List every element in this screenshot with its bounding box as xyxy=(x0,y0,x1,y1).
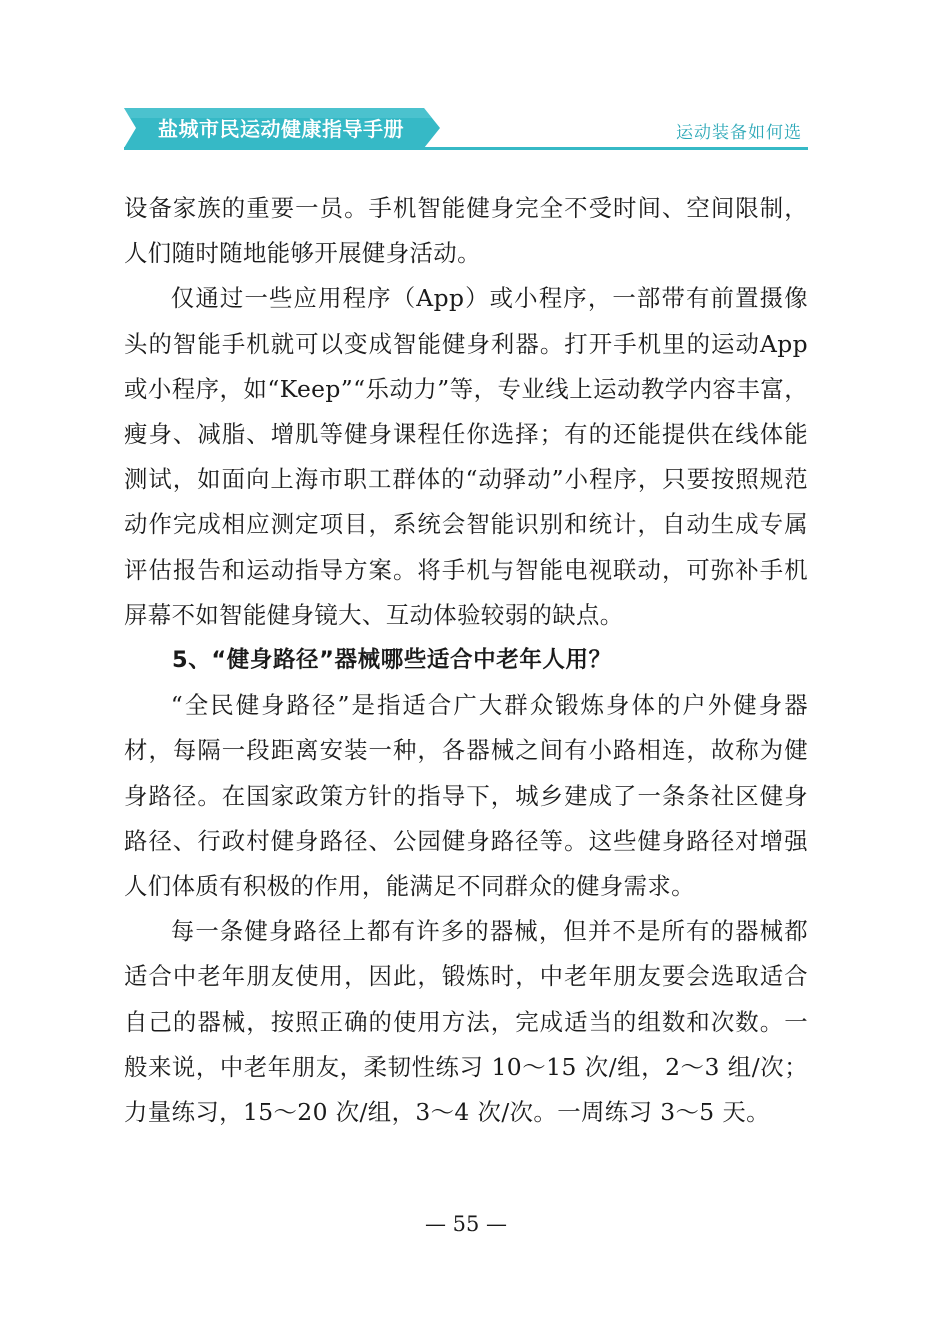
paragraph-2: 仅通过一些应用程序（App）或小程序，一部带有前置摄像头的智能手机就可以变成智能健身利器。打开手机里的运动App或小程序，如“Keep”“乐动力”等，专业线上运动教学内容丰富，瘦身、减脂、增肌等健身课程任你选择；有的还能提供在线体能测试，如面向上海市职工群体的“动驿动”小程序，只要按照规范动作完成相应测定项目，系统会智能识别和统计，自动生成专属评估报告和运动指导方案。将手机与智能电视联动，可弥补手机屏幕不如智能健身镜大、互动体验较弱的缺点。 xyxy=(124,284,808,629)
section-heading-5: 5、“健身路径”器械哪些适合中老年人用？ xyxy=(172,647,612,674)
page-number: — 55 — xyxy=(424,1212,508,1236)
paragraph-4: 每一条健身路径上都有许多的器械，但并不是所有的器械都适合中老年朋友使用，因此，锻炼时，中老年朋友要会选取适合自己的器械，按照正确的使用方法，完成适当的组数和次数。一般来说，中老年朋友，柔韧性练习 10～15 次/组，2～3 组/次；力量练习，15～20 次/组，3～4 次/次。一周练习 3～5 天。 xyxy=(124,917,808,1127)
paragraph-3: “全民健身路径”是指适合广大群众锻炼身体的户外健身器材，每隔一段距离安装一种，各器械之间有小路相连，故称为健身路径。在国家政策方针的指导下，城乡建成了一条条社区健身路径、行政村健身路径、公园健身路径等。这些健身路径对增强人们体质有积极的作用，能满足不同群众的健身需求。 xyxy=(124,691,808,901)
paragraph-1: 设备家族的重要一员。手机智能健身完全不受时间、空间限制，人们随时随地能够开展健身活动。 xyxy=(124,194,808,268)
main-content xyxy=(124,186,808,1135)
page-header xyxy=(124,104,808,152)
section-title: 运动装备如何选 xyxy=(676,123,802,143)
book-title: 盐城市民运动健康指导手册 xyxy=(158,117,404,141)
